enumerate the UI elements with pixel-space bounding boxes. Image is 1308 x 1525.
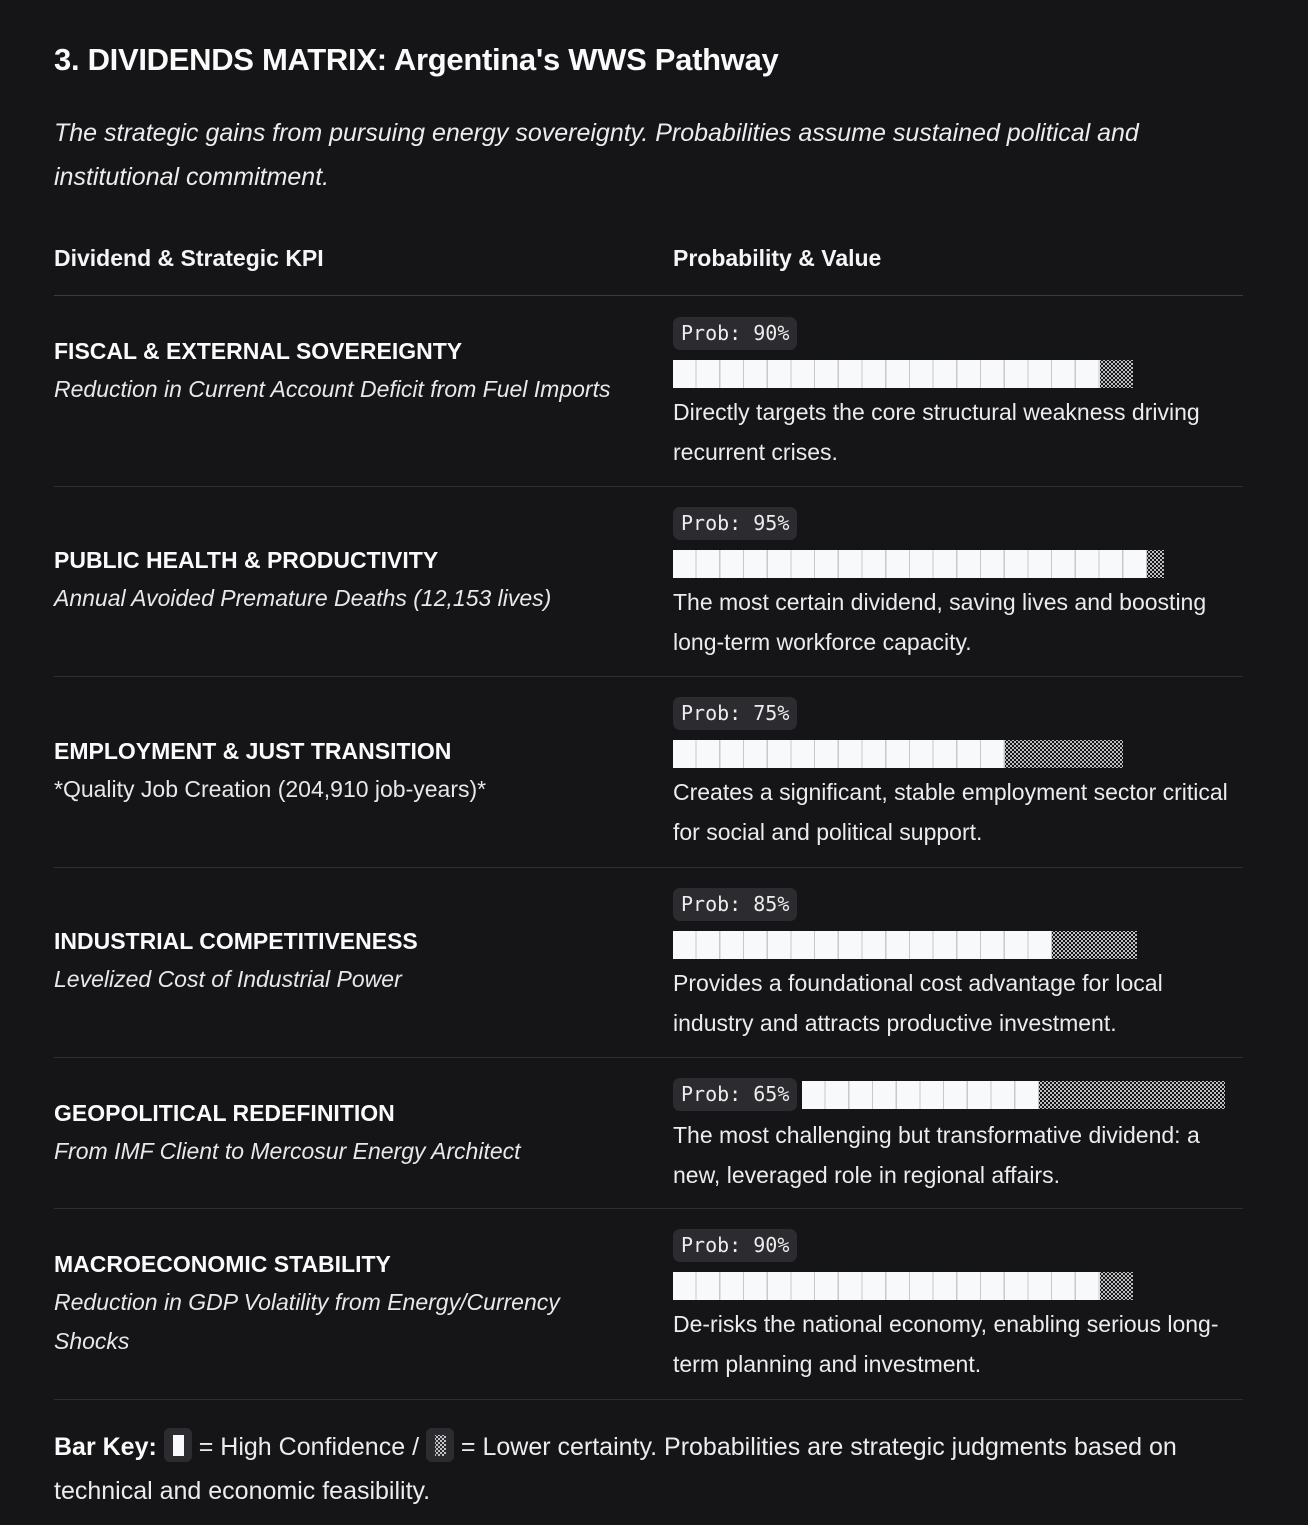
section-heading: 3. DIVIDENDS MATRIX: Argentina's WWS Pathway — [54, 42, 779, 77]
dividend-kpi: Reduction in GDP Volatility from Energy/Currency Shocks — [54, 1289, 560, 1354]
dividend-kpi: Levelized Cost of Industrial Power — [54, 966, 402, 992]
dividend-title: INDUSTRIAL COMPETITIVENESS — [54, 928, 418, 954]
table-row — [54, 1209, 1243, 1400]
dividend-description: Creates a significant, stable employment sector critical for social and political support. — [673, 779, 1228, 845]
intro-paragraph: The strategic gains from pursuing energy sovereignty. Probabilities assume sustained political and institutional commitment. — [54, 119, 1139, 191]
probability-cell — [673, 888, 1243, 1043]
probability-cell — [673, 507, 1243, 662]
bar-lower-certainty — [1100, 1272, 1134, 1300]
dividend-cell — [54, 336, 634, 409]
probability-bar — [673, 740, 1243, 768]
dividend-cell — [54, 926, 634, 999]
dividend-kpi: Annual Avoided Premature Deaths (12,153 lives) — [54, 585, 552, 611]
bar-high-confidence — [802, 1081, 1039, 1109]
dividend-description: De-risks the national economy, enabling serious long-term planning and investment. — [673, 1311, 1219, 1377]
dividend-cell — [54, 545, 634, 618]
bar-high-confidence — [673, 740, 1005, 768]
bar-lower-certainty — [1052, 931, 1137, 959]
dividend-kpi: From IMF Client to Mercosur Energy Architect — [54, 1138, 521, 1164]
light-shade-meaning: = Lower certainty. Probabilities are strategic judgments based on technical and economic feasibility. — [54, 1433, 1177, 1505]
column-header-kpi: Dividend & Strategic KPI — [54, 245, 324, 271]
bar-high-confidence — [673, 931, 1052, 959]
bar-high-confidence — [673, 360, 1100, 388]
probability-badge: Prob: 85% — [673, 888, 797, 921]
probability-bar — [673, 360, 1243, 388]
probability-bar — [802, 1081, 1225, 1109]
dividend-description: The most challenging but transformative dividend: a new, leveraged role in regional affairs. — [673, 1122, 1200, 1188]
probability-bar — [673, 931, 1243, 959]
dividend-cell — [54, 1098, 634, 1171]
bar-key-label: Bar Key: — [54, 1433, 157, 1461]
table-row — [54, 1058, 1243, 1209]
probability-bar — [673, 1272, 1243, 1300]
probability-cell — [673, 1229, 1243, 1384]
probability-badge: Prob: 90% — [673, 1229, 797, 1262]
dividend-title: MACROECONOMIC STABILITY — [54, 1251, 391, 1277]
table-row — [54, 868, 1243, 1058]
dividend-kpi: Reduction in Current Account Deficit from Fuel Imports — [54, 376, 611, 402]
probability-cell — [673, 697, 1243, 852]
bar-lower-certainty — [1100, 360, 1134, 388]
dividend-title: EMPLOYMENT & JUST TRANSITION — [54, 738, 452, 764]
probability-badge: Prob: 75% — [673, 697, 797, 730]
table-row — [54, 487, 1243, 677]
probability-badge: Prob: 65% — [673, 1078, 797, 1111]
dividend-title: GEOPOLITICAL REDEFINITION — [54, 1100, 395, 1126]
dividend-description: Directly targets the core structural weakness driving recurrent crises. — [673, 399, 1200, 465]
dividend-title: FISCAL & EXTERNAL SOVEREIGNTY — [54, 338, 463, 364]
bar-key-note — [54, 1425, 1254, 1513]
table-header — [54, 240, 1243, 296]
bar-lower-certainty — [1005, 740, 1123, 768]
dividend-description: The most certain dividend, saving lives and boosting long-term workforce capacity. — [673, 589, 1207, 655]
table-row — [54, 296, 1243, 487]
probability-badge: Prob: 90% — [673, 317, 797, 350]
probability-badge: Prob: 95% — [673, 507, 797, 540]
bar-high-confidence — [673, 550, 1147, 578]
full-block-meaning: = High Confidence / — [198, 1433, 420, 1461]
dividend-kpi: *Quality Job Creation (204,910 job-years)* — [54, 776, 487, 802]
dividend-description: Provides a foundational cost advantage for local industry and attracts productive investment. — [673, 970, 1163, 1036]
full-block-icon — [164, 1428, 192, 1462]
bar-high-confidence — [673, 1272, 1100, 1300]
dividend-cell — [54, 1249, 634, 1361]
probability-bar — [673, 550, 1243, 578]
probability-cell — [673, 317, 1243, 472]
light-shade-icon — [426, 1428, 454, 1462]
dividend-cell — [54, 736, 634, 809]
table-row — [54, 677, 1243, 868]
bar-lower-certainty — [1039, 1081, 1225, 1109]
bar-lower-certainty — [1147, 550, 1164, 578]
column-header-probability: Probability & Value — [673, 245, 882, 271]
probability-cell — [673, 1078, 1243, 1195]
dividend-title: PUBLIC HEALTH & PRODUCTIVITY — [54, 547, 439, 573]
